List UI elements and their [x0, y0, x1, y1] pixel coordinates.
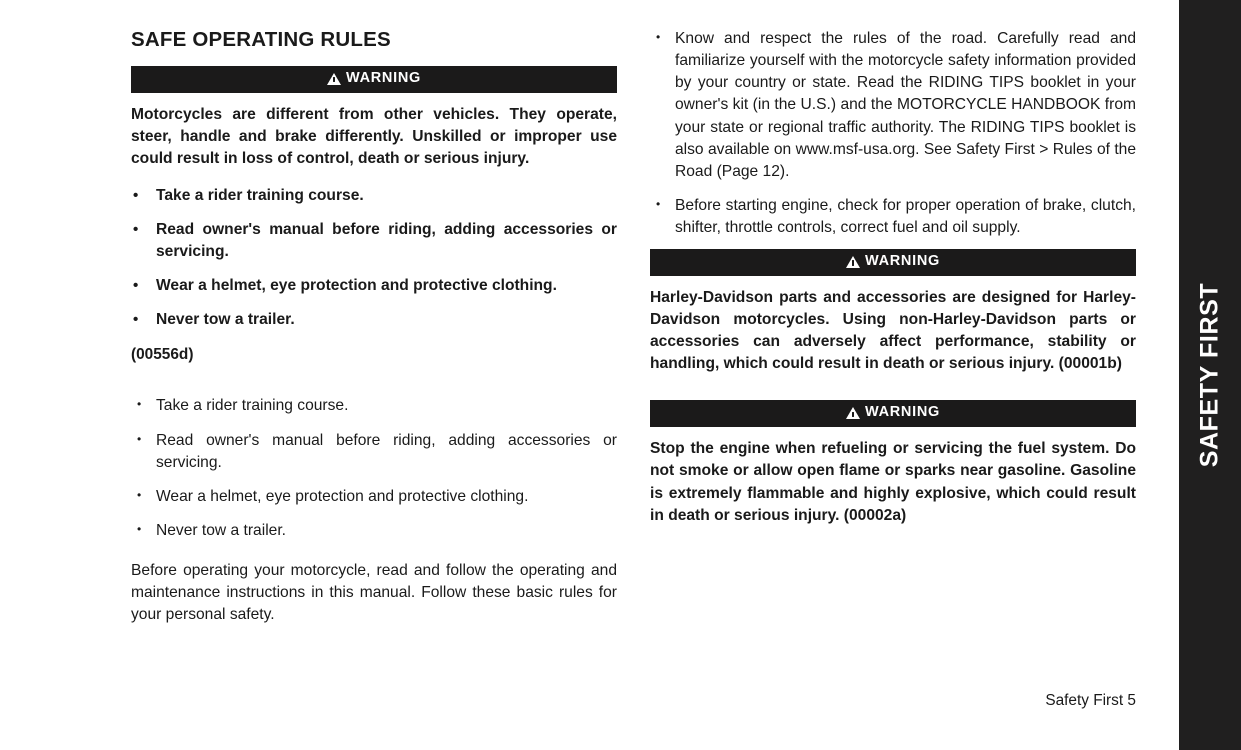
warning-triangle-icon: [846, 407, 860, 419]
section-thumb-tab: [1179, 0, 1241, 750]
list-item-label: Wear a helmet, eye protection and protective clothing.: [156, 487, 529, 505]
list-item: [650, 28, 1136, 183]
list-item: [650, 195, 1136, 239]
spacer: [131, 542, 617, 560]
right-bullet-list: [650, 28, 1136, 239]
warning-lead-text: Motorcycles are different from other vehicles. They operate, steer, handle and brake differently. Unskilled or improper use could result in loss of control, death or serious injury.: [131, 105, 617, 167]
spacer: [650, 390, 1136, 400]
list-item-label: Take a rider training course.: [156, 397, 349, 415]
warning-triangle-icon: [846, 256, 860, 268]
bullet-dot-icon: •: [656, 196, 661, 211]
left-column: [131, 28, 617, 639]
spacer: [131, 365, 617, 395]
warning-banner-2: [650, 249, 1136, 276]
list-item-label: Never tow a trailer.: [156, 311, 295, 329]
list-item-label: Read owner's manual before riding, adding accessories or servicing.: [156, 220, 617, 260]
list-item-label: Never tow a trailer.: [156, 521, 286, 539]
bullet-dot-icon: •: [137, 397, 142, 412]
list-item-label: Before starting engine, check for proper operation of brake, clutch, shifter, throttle controls, correct fuel and oil supply.: [675, 196, 1136, 237]
list-item-label: Read owner's manual before riding, adding accessories or servicing.: [156, 431, 617, 471]
list-item: [131, 185, 617, 207]
bold-bullet-list: [131, 185, 617, 332]
warning-banner-label: WARNING: [346, 69, 421, 86]
page-title: SAFE OPERATING RULES: [131, 28, 391, 51]
section-thumb-tab-label: SAFETY FIRST: [1195, 282, 1224, 468]
list-item: [131, 520, 617, 542]
warning-text-parts-accessories: Harley-Davidson parts and accessories are designed for Harley-Davidson motorcycles. Using non-Harley-Davidson parts or accessories can adversely affect performance, stability or handling, which could result in death or serious injury. (00001b): [650, 289, 1136, 373]
list-item: [131, 219, 617, 263]
bullet-dot-icon: •: [137, 487, 142, 502]
list-item-label: Take a rider training course.: [156, 186, 364, 204]
warning-banner-label: WARNING: [865, 253, 940, 270]
warning-text-refueling: Stop the engine when refueling or servicing the fuel system. Do not smoke or allow open flame or sparks near gasoline. Gasoline is extremely flammable and highly explosive, which could result in death or serious injury. (00002a): [650, 440, 1136, 524]
list-item: [131, 395, 617, 417]
spacer: [650, 239, 1136, 249]
closing-paragraph: Before operating your motorcycle, read and follow the operating and maintenance instructions in this manual. Follow these basic rules for your personal safety.: [131, 562, 617, 624]
page-footer: Safety First 5: [1045, 692, 1136, 709]
warning-banner-3: [650, 400, 1136, 427]
bullet-dot-icon: •: [133, 311, 139, 329]
warning-triangle-icon: [327, 73, 341, 85]
bullet-dot-icon: •: [656, 30, 661, 44]
safety-code: (00556d): [131, 346, 194, 364]
list-item: [131, 275, 617, 297]
list-item: [131, 309, 617, 331]
list-item-label: Know and respect the rules of the road. Carefully read and familiarize yourself with the motorcycle safety information provided by your country or state. Read the RIDING TIPS booklet in your owner's kit (in the U.S.) and the MOTORCYCLE HANDBOOK from your state or regional traffic authority. The RIDING TIPS booklet is also available on www.msf-usa.org. See Safety First > Rules of the Road (Page 12).: [675, 30, 1136, 180]
bullet-dot-icon: •: [137, 521, 142, 536]
plain-bullet-list: [131, 395, 617, 542]
bullet-dot-icon: •: [137, 431, 142, 446]
right-column: [650, 28, 1136, 542]
warning-banner-1: [131, 66, 617, 93]
list-item: [131, 486, 617, 508]
warning-banner-label: WARNING: [865, 404, 940, 421]
bullet-dot-icon: •: [133, 186, 139, 204]
list-item-label: Wear a helmet, eye protection and protective clothing.: [156, 277, 557, 295]
bullet-dot-icon: •: [133, 220, 139, 238]
list-item: [131, 430, 617, 474]
bullet-dot-icon: •: [133, 277, 139, 295]
